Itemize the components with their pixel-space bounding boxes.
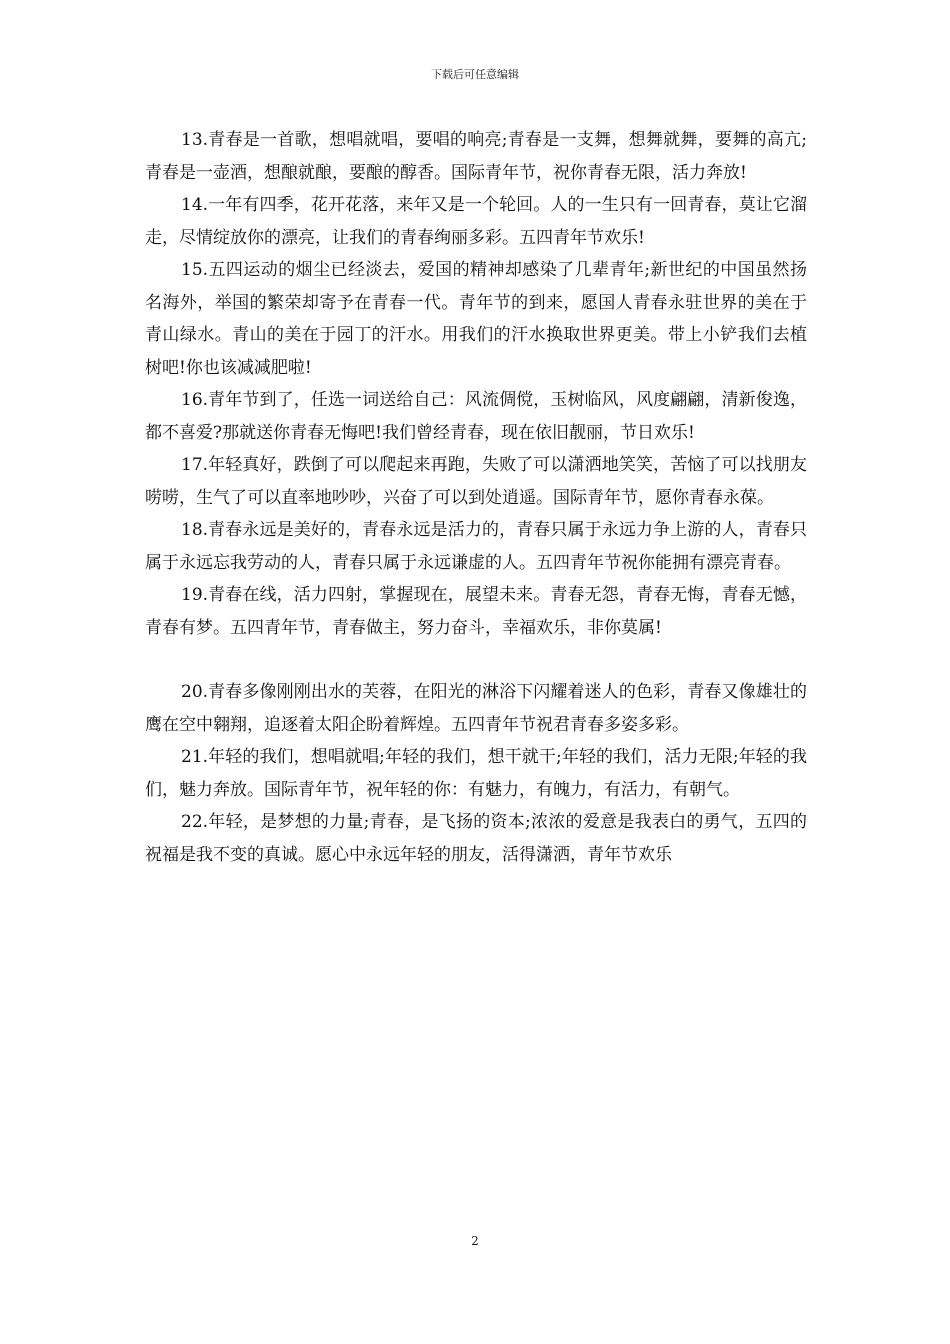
paragraph-21: 21.年轻的我们，想唱就唱;年轻的我们，想干就干;年轻的我们，活力无限;年轻的我们，魅力奔放。国际青年节，祝年轻的你：有魅力，有魄力，有活力，有朝气。 xyxy=(145,747,807,800)
paragraph-13: 13.青春是一首歌，想唱就唱，要唱的响亮;青春是一支舞，想舞就舞，要舞的高亢;青春是一壶酒，想酿就酿，要酿的醇香。国际青年节，祝你青春无限，活力奔放! xyxy=(145,130,807,183)
paragraph-15: 15.五四运动的烟尘已经淡去，爱国的精神却感染了几辈青年;新世纪的中国虽然扬名海外，举国的繁荣却寄予在青春一代。青年节的到来，愿国人青春永驻世界的美在于青山绿水。青山的美在于园丁的汗水。用我们的汗水换取世界更美。带上小铲我们去植树吧!你也该减减肥啦! xyxy=(145,260,807,378)
paragraph-14: 14.一年有四季，花开花落，来年又是一个轮回。人的一生只有一回青春，莫让它溜走，尽情绽放你的漂亮，让我们的青春绚丽多彩。五四青年节欢乐! xyxy=(145,195,807,248)
paragraph-19: 19.青春在线，活力四射，掌握现在，展望未来。青春无怨，青春无悔，青春无憾，青春有梦。五四青年节，青春做主，努力奋斗，幸福欢乐，非你莫属! xyxy=(145,585,807,638)
paragraph-17: 17.年轻真好，跌倒了可以爬起来再跑，失败了可以潇洒地笑笑，苦恼了可以找朋友唠唠，生气了可以直率地吵吵，兴奋了可以到处逍遥。国际青年节，愿你青春永葆。 xyxy=(145,455,807,508)
document-body xyxy=(145,124,807,871)
paragraph-22: 22.年轻，是梦想的力量;青春，是飞扬的资本;浓浓的爱意是我表白的勇气，五四的祝福是我不变的真诚。愿心中永远年轻的朋友，活得潇洒，青年节欢乐 xyxy=(145,812,807,865)
paragraph-18: 18.青春永远是美好的，青春永远是活力的，青春只属于永远力争上游的人，青春只属于永远忘我劳动的人，青春只属于永远谦虚的人。五四青年节祝你能拥有漂亮青春。 xyxy=(145,520,807,573)
paragraph-20: 20.青春多像刚刚出水的芙蓉，在阳光的淋浴下闪耀着迷人的色彩，青春又像雄壮的鹰在空中翱翔，追逐着太阳企盼着辉煌。五四青年节祝君青春多姿多彩。 xyxy=(145,682,807,735)
page-number: 2 xyxy=(471,1234,479,1248)
page-header: 下载后可任意编辑 xyxy=(431,68,519,81)
paragraph-16: 16.青年节到了，任选一词送给自己：风流倜傥，玉树临风，风度翩翩，清新俊逸，都不喜爱?那就送你青春无悔吧!我们曾经青春，现在依旧靓丽，节日欢乐! xyxy=(145,390,807,443)
